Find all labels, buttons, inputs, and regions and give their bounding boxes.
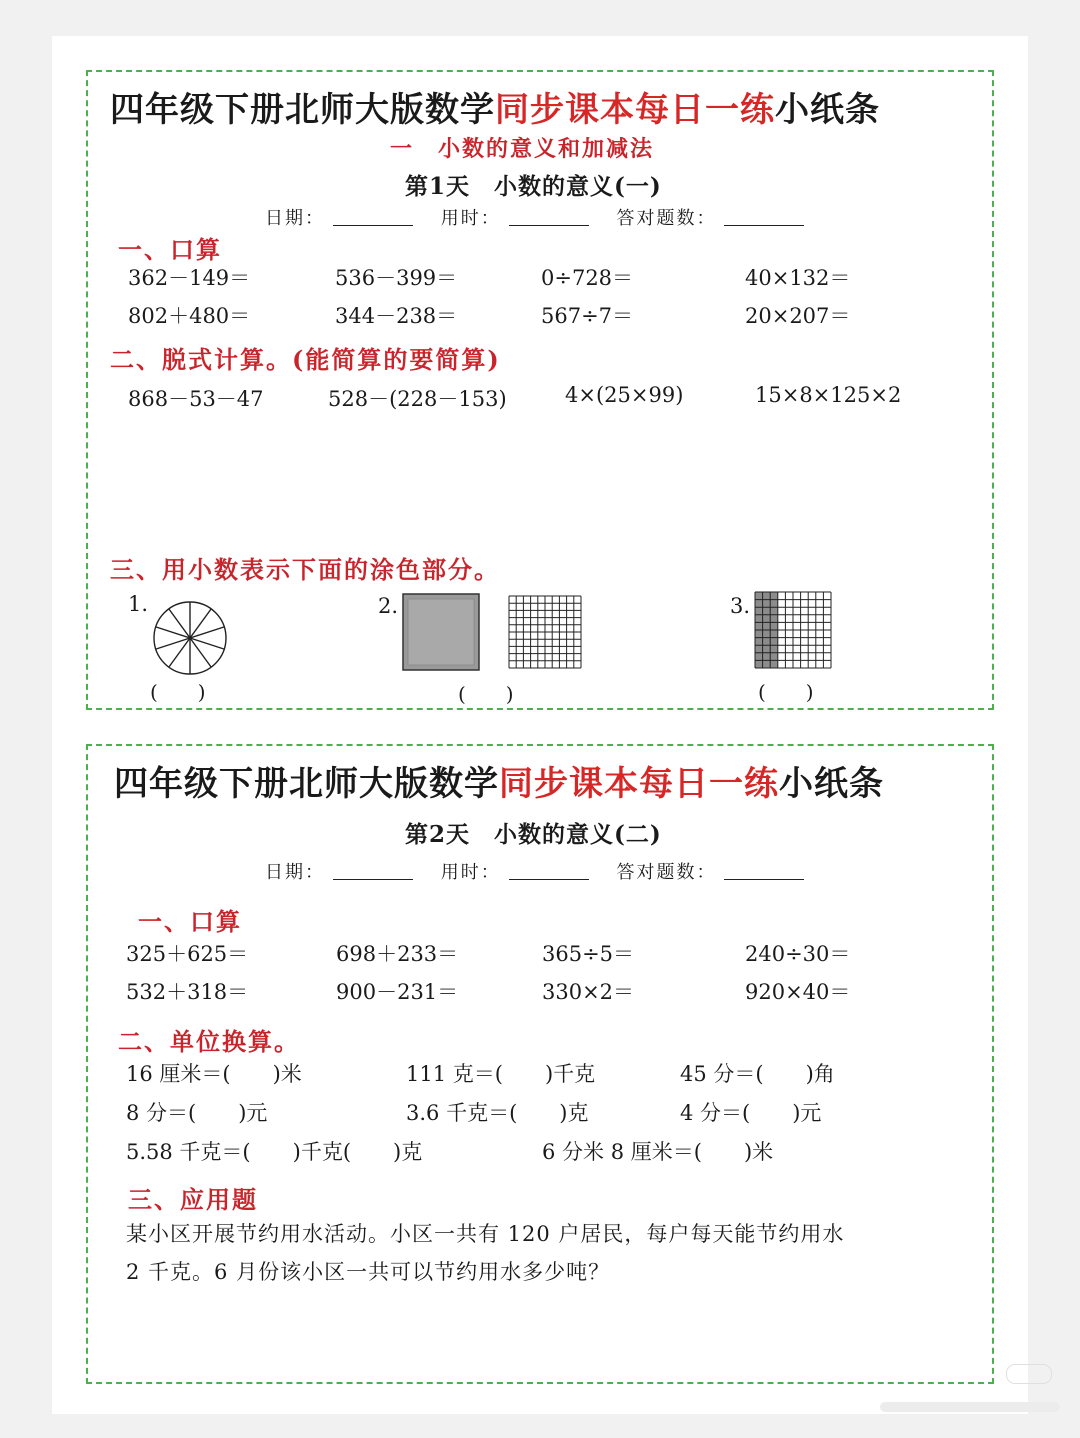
oral-problem: 900－231＝ — [336, 980, 459, 1004]
figure-label-1: 1. — [128, 592, 149, 616]
meta-row: 日期： 用时： 答对题数： — [265, 858, 824, 884]
unit-conversion-problem: 3.6 千克＝( )克 — [406, 1101, 589, 1125]
oral-problem: 802＋480＝ — [128, 304, 251, 328]
oral-problem: 365÷5＝ — [542, 942, 635, 966]
oral-problem: 362－149＝ — [128, 266, 251, 290]
sector-divider — [156, 627, 190, 638]
sector-divider — [156, 638, 190, 649]
oral-problem: 536－399＝ — [335, 266, 458, 290]
correct-count-blank[interactable] — [724, 225, 804, 226]
answer-blank-3[interactable]: ( ) — [758, 680, 814, 704]
oral-problem: 20×207＝ — [745, 304, 851, 328]
figure-label-2: 2. — [378, 594, 399, 618]
time-blank[interactable] — [509, 225, 589, 226]
worksheet-title-day1: 四年级下册北师大版数学同步课本每日一练小纸条 — [110, 90, 880, 130]
section-heading-oral: 一、口算 — [138, 907, 242, 936]
section-heading-unit-conversion: 二、单位换算。 — [118, 1027, 300, 1056]
worksheet-title-day2: 四年级下册北师大版数学同步课本每日一练小纸条 — [114, 764, 884, 804]
answer-blank-2[interactable]: ( ) — [458, 682, 514, 706]
watermark-logo — [1006, 1364, 1052, 1384]
word-problem-line: 某小区开展节约用水活动。小区一共有 120 户居民，每户每天能节约用水 — [126, 1222, 845, 1246]
step-calc-problem: 15×8×125×2 — [755, 383, 902, 407]
unit-conversion-problem: 45 分＝( )角 — [680, 1062, 835, 1086]
shaded-square-figure — [402, 592, 480, 672]
sector-divider — [190, 638, 211, 667]
unit-conversion-problem: 6 分米 8 厘米＝( )米 — [542, 1140, 774, 1164]
date-blank[interactable] — [333, 879, 413, 880]
day-title: 第2天 小数的意义(二) — [405, 821, 662, 848]
step-calc-problem: 4×(25×99) — [565, 383, 684, 407]
sector-divider — [190, 609, 211, 638]
section-heading-step-calc: 二、脱式计算。(能简算的要简算) — [110, 345, 501, 374]
word-problem-line: 2 千克。6 月份该小区一共可以节约用水多少吨？ — [126, 1260, 611, 1284]
sector-divider — [169, 609, 190, 638]
hundred-grid-shaded-figure — [754, 590, 834, 672]
section-heading-oral: 一、口算 — [118, 235, 222, 264]
oral-problem: 325＋625＝ — [126, 942, 249, 966]
oral-problem: 330×2＝ — [542, 980, 635, 1004]
step-calc-problem: 868－53－47 — [128, 387, 264, 411]
hundred-grid-figure — [508, 594, 584, 672]
unit-conversion-problem: 5.58 千克＝( )千克( )克 — [126, 1140, 423, 1164]
section-heading-decimal-shading: 三、用小数表示下面的涂色部分。 — [110, 555, 500, 584]
unit-title: 一 小数的意义和加减法 — [390, 136, 655, 162]
time-blank[interactable] — [509, 879, 589, 880]
unit-conversion-problem: 8 分＝( )元 — [126, 1101, 268, 1125]
answer-blank-1[interactable]: ( ) — [150, 680, 206, 704]
circle-ten-sectors-figure — [150, 598, 230, 678]
day-title: 第1天 小数的意义(一) — [405, 173, 662, 200]
watermark-text — [880, 1402, 1060, 1412]
oral-problem: 920×40＝ — [745, 980, 851, 1004]
correct-count-blank[interactable] — [724, 879, 804, 880]
sector-divider — [190, 638, 224, 649]
sector-divider — [190, 627, 224, 638]
oral-problem: 532＋318＝ — [126, 980, 249, 1004]
oral-problem: 0÷728＝ — [541, 266, 634, 290]
oral-problem: 344－238＝ — [335, 304, 458, 328]
unit-conversion-problem: 16 厘米＝( )米 — [126, 1062, 302, 1086]
oral-problem: 698＋233＝ — [336, 942, 459, 966]
oral-problem: 240÷30＝ — [745, 942, 851, 966]
meta-row: 日期： 用时： 答对题数： — [265, 204, 824, 230]
oral-problem: 40×132＝ — [745, 266, 851, 290]
section-heading-word-problem: 三、应用题 — [128, 1185, 258, 1214]
sector-divider — [169, 638, 190, 667]
figure-label-3: 3. — [730, 594, 751, 618]
unit-conversion-problem: 111 克＝( )千克 — [406, 1062, 596, 1086]
date-blank[interactable] — [333, 225, 413, 226]
step-calc-problem: 528－(228－153) — [328, 387, 507, 411]
unit-conversion-problem: 4 分＝( )元 — [680, 1101, 822, 1125]
oral-problem: 567÷7＝ — [541, 304, 634, 328]
